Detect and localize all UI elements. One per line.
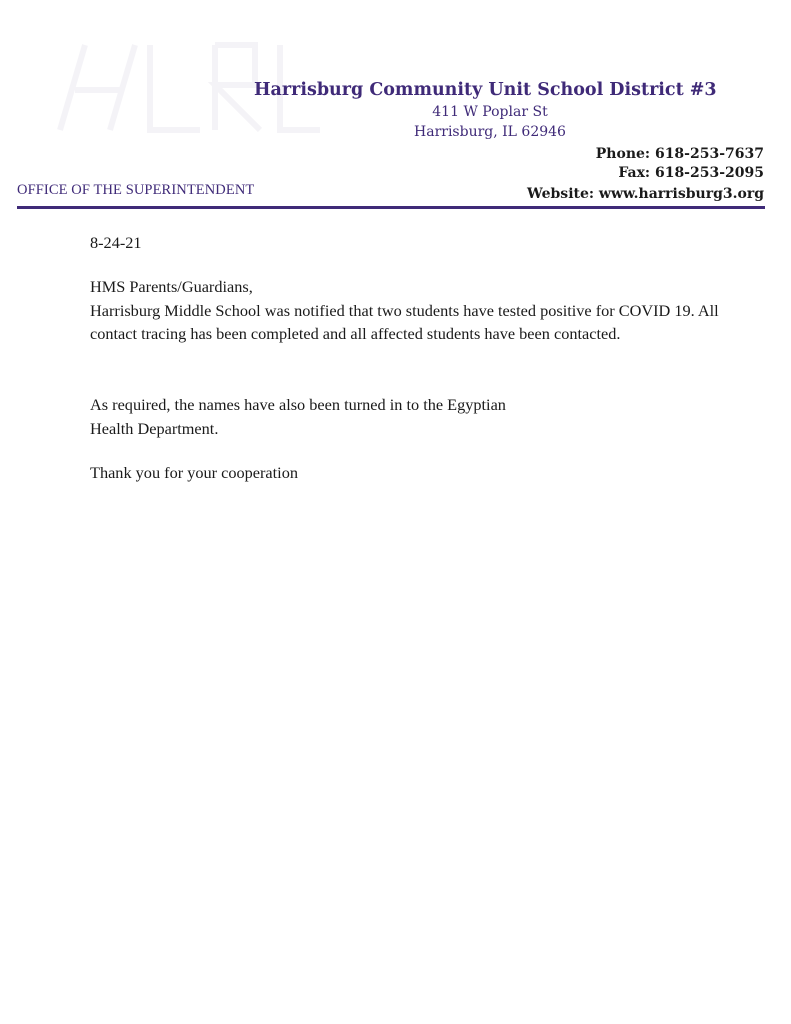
paragraph-notification: Harrisburg Middle School was notified that two students have tested positive for COVID 19. All contact tracing has been completed and all affected students have been contacted. [90, 300, 719, 343]
paragraph-requirement-line1: As required, the names have also been turned in to the Egyptian [90, 395, 506, 414]
office-label: OFFICE OF THE SUPERINTENDENT [17, 182, 255, 198]
letter-date: 8-24-21 [90, 233, 142, 252]
city-state-zip: Harrisburg, IL 62946 [414, 124, 566, 140]
closing: Thank you for your cooperation [90, 463, 298, 482]
letter-requirement [90, 393, 740, 440]
letterhead-divider [17, 206, 765, 209]
paragraph-requirement-line2: Health Department. [90, 418, 219, 438]
salutation: HMS Parents/Guardians, [90, 277, 253, 296]
website: Website: www.harrisburg3.org [527, 186, 764, 202]
letter-opening [90, 275, 740, 346]
district-name: Harrisburg Community Unit School District #3 [254, 80, 717, 100]
street-address: 411 W Poplar St [432, 104, 548, 120]
phone-number: Phone: 618-253-7637 [595, 146, 764, 162]
fax-number: Fax: 618-253-2095 [618, 165, 764, 181]
